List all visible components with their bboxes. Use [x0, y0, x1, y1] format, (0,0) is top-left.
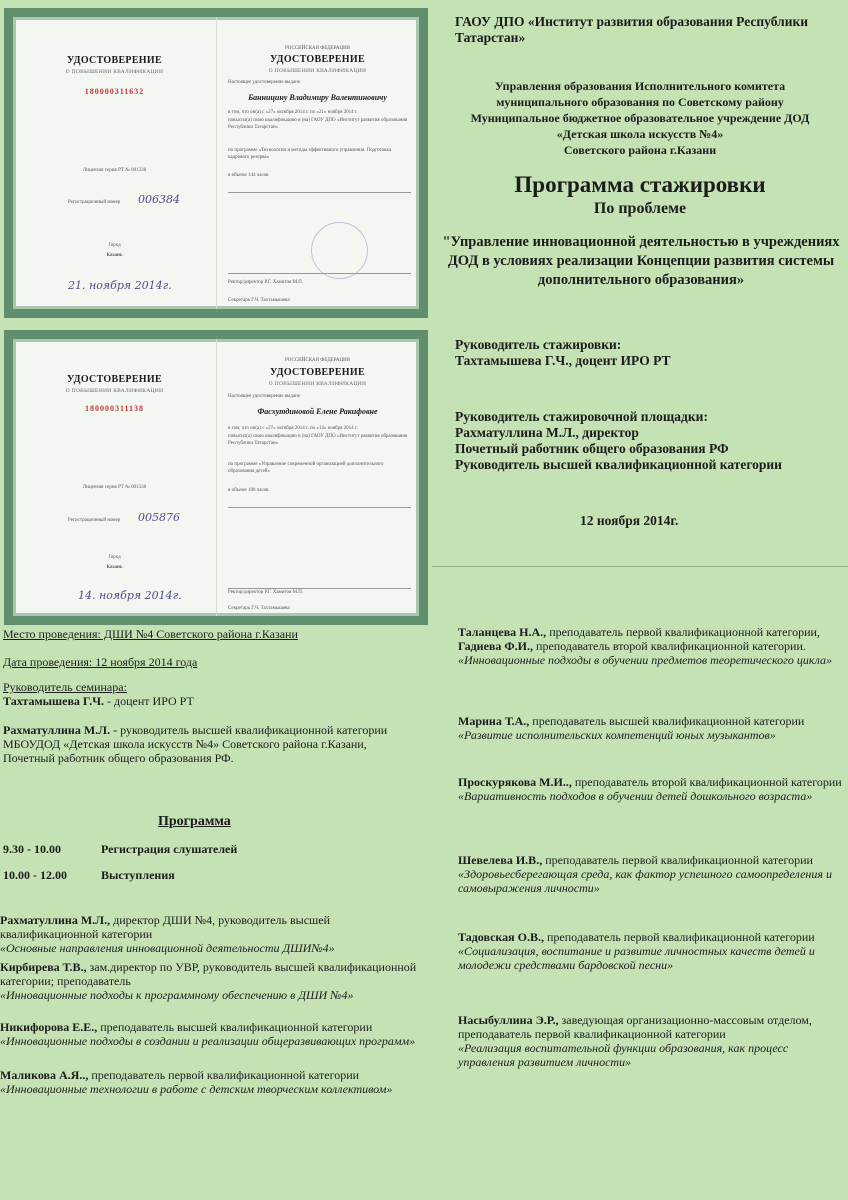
- speaker-role: преподаватель второй квалификационной категории: [571, 775, 842, 789]
- program-heading: Программа: [158, 814, 231, 829]
- issue-date: 14. ноября 2014г.: [78, 589, 182, 602]
- seminar-head: [3, 694, 194, 708]
- schedule-item: Выступления: [101, 868, 175, 882]
- lead-name: Тахтамышева Г.Ч., доцент ИРО РТ: [455, 353, 671, 368]
- reg-number: 005876: [138, 511, 180, 524]
- co-head-role: руководитель высшей квалификационной категории МБОУДОД «Детская школа искусств №4» Советского района г.Казани, Почетный работник общего образования РФ.: [3, 723, 388, 765]
- rector-signature: Ректор/директор Р.Г. Хамитов М.П.: [228, 590, 304, 595]
- speaker-entry: [458, 853, 848, 895]
- speaker-name: Маликова А.Я..,: [0, 1068, 89, 1082]
- speaker-name: Таланцева Н.А.,: [458, 625, 547, 639]
- city: Казань: [106, 565, 123, 570]
- stamp: [311, 222, 368, 279]
- speaker-entry: [0, 1068, 420, 1096]
- speaker-name: Насыбуллина Э.Р.,: [458, 1013, 559, 1027]
- modules-table: [228, 507, 411, 589]
- reg-number: 006384: [138, 193, 180, 206]
- site-lead-name: Рахматуллина М.Л., директор: [455, 425, 639, 440]
- cover-title: Программа стажировки: [514, 172, 766, 197]
- speaker-role: преподаватель второй квалификационной категории.: [533, 639, 806, 653]
- speaker-entry: [0, 1020, 420, 1048]
- cover-topic: "Управление инновационной деятельностью в учреждениях ДОД в условиях реализации Концепции развития системы дополнительного образования»: [442, 234, 840, 288]
- talk-topic: «Здоровьесберегающая среда, как фактор успешного самоопределения и самовыражения личности»: [458, 867, 832, 895]
- co-head: [3, 723, 393, 765]
- speaker-entry: [0, 960, 420, 1002]
- schedule-row: [3, 868, 175, 882]
- certificate-left-page: [13, 339, 217, 616]
- speaker-entry: [458, 714, 848, 742]
- certificate-subtitle: О ПОВЫШЕНИИ КВАЛИФИКАЦИИ: [65, 388, 164, 394]
- institution: повысил(а) свою квалификацию в (на) ГАОУ ДПО «Институт развития образования Республики Татарстан»: [228, 434, 408, 446]
- speaker-entry: [458, 930, 848, 972]
- period: в том, что он(а) с «27» октября 2014 г. по «21» ноября 2014 г.: [228, 110, 358, 115]
- speaker-role: преподаватель первой квалификационной категории: [88, 1068, 360, 1082]
- cover-date: 12 ноября 2014г.: [580, 513, 679, 528]
- certificate-number: 180000311138: [84, 404, 145, 413]
- speaker-name: Кирбирева Т.В.,: [0, 960, 87, 974]
- certificate-title: УДОСТОВЕРЕНИЕ: [67, 374, 162, 385]
- speaker-name: Гадиева Ф.И.,: [458, 639, 534, 653]
- certificate-title: УДОСТОВЕРЕНИЕ: [67, 55, 162, 66]
- org-line: Управления образования Исполнительного комитета: [494, 79, 786, 93]
- org-line: Советского района г.Казани: [563, 143, 717, 157]
- org-line: Муниципальное бюджетное образовательное учреждение ДОД: [470, 111, 810, 125]
- speaker-role: заведующая организационно-массовым отделом, преподаватель первой квалификационной категории: [458, 1013, 812, 1041]
- org-line: «Детская школа искусств №4»: [556, 127, 724, 141]
- country: РОССИЙСКАЯ ФЕДЕРАЦИЯ: [284, 358, 351, 363]
- talk-topic: «Вариативность подходов в обучении детей дошкольного возраста»: [458, 789, 813, 803]
- period: в том, что он(а) с «27» октября 2014 г. по «14» ноября 2014 г.: [228, 426, 358, 431]
- certificate-left-page: [13, 17, 217, 309]
- recipient-name: Фасхутдиновой Елене Ракифовне: [257, 407, 378, 416]
- certificate-license: Лицензия серия РТ № 001338: [82, 168, 147, 173]
- speaker-role: зам.директор по УВР, руководитель высшей квалификационной категории; преподаватель: [0, 960, 417, 988]
- site-lead-label: Руководитель стажировочной площадки:: [455, 409, 708, 424]
- seminar-head-label: Руководитель семинара:: [3, 680, 127, 694]
- talk-topic: «Развитие исполнительских компетенций юных музыкантов»: [458, 728, 776, 742]
- city-label: Город: [108, 555, 121, 560]
- org-line: муниципального образования по Советскому району: [496, 95, 784, 109]
- issued-to-label: Настоящее удостоверение выдано: [228, 394, 301, 399]
- certificate-number: 180000311632: [84, 87, 145, 96]
- talk-topic: «Инновационные подходы в создании и реализации общеразвивающих программ»: [0, 1034, 416, 1048]
- speaker-entry: [458, 1013, 848, 1069]
- certificate-title: УДОСТОВЕРЕНИЕ: [270, 54, 365, 65]
- talk-topic: «Реализация воспитательной функции образования, как процесс управления развитием личности»: [458, 1041, 789, 1069]
- speaker-entry: [0, 913, 400, 955]
- certificate-right-page: [216, 17, 419, 309]
- site-lead-category: Руководитель высшей квалификационной категории: [455, 457, 782, 472]
- cover-subtitle: По проблеме: [593, 200, 687, 217]
- schedule-time: 9.30 - 10.00: [3, 842, 61, 856]
- hours: в объеме 144 часов: [228, 173, 269, 178]
- secretary-signature: Секретарь Г.Ч. Тахтамышева: [228, 298, 290, 303]
- fold-divider: [432, 566, 848, 567]
- head-name: Тахтамышева Г.Ч.: [3, 694, 105, 708]
- speaker-entry: [458, 625, 848, 667]
- issue-date: 21. ноября 2014г.: [68, 279, 172, 292]
- talk-topic: «Инновационные подходы к программному обеспечению в ДШИ №4»: [0, 988, 354, 1002]
- speaker-role: преподаватель первой квалификационной категории: [544, 930, 815, 944]
- hours: в объеме 108 часов: [228, 488, 269, 493]
- certificate-subtitle: О ПОВЫШЕНИИ КВАЛИФИКАЦИИ: [268, 68, 367, 74]
- lead-label: Руководитель стажировки:: [455, 337, 622, 352]
- speaker-role: преподаватель высшей квалификационной категории: [97, 1020, 373, 1034]
- cover-org-block: [440, 78, 840, 158]
- speaker-name: Марина Т.А.,: [458, 714, 530, 728]
- certificate-subtitle: О ПОВЫШЕНИИ КВАЛИФИКАЦИИ: [65, 69, 164, 75]
- schedule-time: 10.00 - 12.00: [3, 868, 67, 882]
- city-label: Город: [108, 243, 121, 248]
- speaker-role: преподаватель первой квалификационной категории: [542, 853, 813, 867]
- program: по программе «Управление современной организацией дополнительного образования детей»: [228, 462, 384, 474]
- head-role: - доцент ИРО РТ: [104, 694, 194, 708]
- site-lead-title: Почетный работник общего образования РФ: [455, 441, 729, 456]
- talk-topic: «Инновационные подходы в обучении предметов теоретического цикла»: [458, 653, 833, 667]
- speaker-name: Рахматуллина М.Л.,: [0, 913, 111, 927]
- speaker-name: Никифорова Е.Е.,: [0, 1020, 98, 1034]
- cover-org-header: ГАОУ ДПО «Институт развития образования Республики Татарстан»: [455, 14, 809, 45]
- speaker-role: преподаватель высшей квалификационной категории: [529, 714, 805, 728]
- country: РОССИЙСКАЯ ФЕДЕРАЦИЯ: [284, 46, 351, 51]
- talk-topic: «Основные направления инновационной деятельности ДШИ№4»: [0, 941, 335, 955]
- city: Казань: [106, 253, 123, 258]
- secretary-signature: Секретарь Г.Ч. Тахтамышева: [228, 606, 290, 611]
- schedule-item: Регистрация слушателей: [101, 842, 238, 856]
- rector-signature: Ректор/директор Р.Г. Хамитов М.П.: [228, 280, 304, 285]
- internship-lead: [455, 337, 671, 369]
- recipient-name: Банницину Владимиру Валентиновичу: [248, 93, 387, 102]
- institution: повысил(а) свою квалификацию в (на) ГАОУ ДПО «Институт развития образования Республики Татарстан»: [228, 118, 408, 130]
- talk-topic: «Социализация, воспитание и развитие личностных качеств детей и молодежи средствами бардовской песни»: [458, 944, 815, 972]
- reg-label: Регистрационный номер: [68, 200, 121, 205]
- certificate-right-page: [216, 339, 419, 616]
- speaker-name: Тадовская О.В.,: [458, 930, 544, 944]
- certificate-license: Лицензия серия РТ № 001338: [82, 485, 147, 490]
- reg-label: Регистрационный номер: [68, 518, 121, 523]
- co-head-name: Рахматуллина М.Л. -: [3, 723, 121, 737]
- certificate-title: УДОСТОВЕРЕНИЕ: [270, 367, 365, 378]
- event-date: Дата проведения: 12 ноября 2014 года: [3, 655, 198, 669]
- issued-to-label: Настоящее удостоверение выдано: [228, 80, 301, 85]
- talk-topic: «Инновационные технологии в работе с детским творческим коллективом»: [0, 1082, 393, 1096]
- program: по программе «Технологии и методы эффективного управления. Подготовка кадрового резерва»: [228, 148, 392, 160]
- speaker-role: директор ДШИ №4, руководитель высшей квалификационной категории: [0, 913, 331, 941]
- certificate-2: [4, 330, 428, 625]
- site-lead: [455, 409, 782, 473]
- speaker-name: Проскурякова М.И..,: [458, 775, 572, 789]
- speaker-name: Шевелева И.В.,: [458, 853, 543, 867]
- speaker-entry: [458, 775, 848, 803]
- certificate-1: [4, 8, 428, 318]
- venue: Место проведения: ДШИ №4 Советского района г.Казани: [3, 627, 298, 641]
- schedule-row: [3, 842, 237, 856]
- certificate-subtitle: О ПОВЫШЕНИИ КВАЛИФИКАЦИИ: [268, 381, 367, 387]
- speaker-role: преподаватель первой квалификационной категории,: [546, 625, 820, 639]
